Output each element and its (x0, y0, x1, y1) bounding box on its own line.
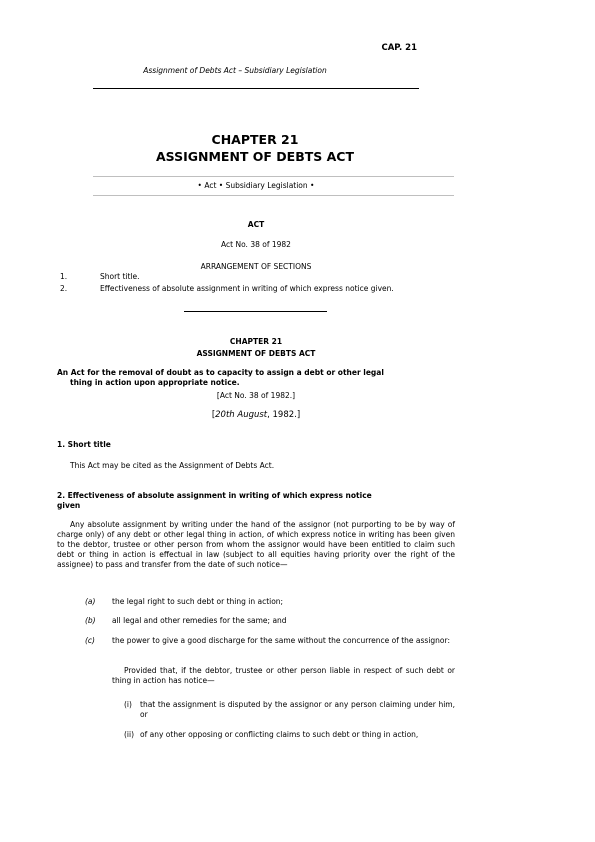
item-text: all legal and other remedies for the same; and (112, 616, 287, 625)
section-1-heading: 1. Short title (57, 440, 111, 449)
subitem-label: (i) (124, 700, 132, 709)
act-title: ASSIGNMENT OF DEBTS ACT (155, 149, 355, 164)
chapter-title: CHAPTER 21 (211, 132, 299, 147)
toc-number: 2. (60, 284, 68, 293)
act-number: Act No. 38 of 1982 (221, 240, 291, 249)
item-label: (c) (85, 636, 95, 645)
arrangement-heading: ARRANGEMENT OF SECTIONS (200, 262, 312, 271)
toc-link-short-title[interactable]: Short title. (100, 272, 140, 281)
item-text: the power to give a good discharge for the same without the concurrence of the assignor: (112, 636, 451, 645)
toc-link-effectiveness[interactable]: Effectiveness of absolute assignment in writing of which express notice given. (100, 284, 394, 293)
act-reference: [Act No. 38 of 1982.] (216, 391, 296, 400)
nav-rule-bottom (93, 195, 454, 196)
act-label: ACT (247, 220, 265, 229)
proviso-text: Provided that, if the debtor, trustee or other person liable in respect of such debt or thing in action has notice— (112, 666, 455, 685)
section-2-heading-line1: 2. Effectiveness of absolute assignment in writing of which express notice (57, 491, 372, 500)
subitem-label: (ii) (124, 730, 135, 739)
toc-number: 1. (60, 272, 68, 281)
item-label: (a) (85, 597, 96, 606)
nav-links[interactable]: • Act • Subsidiary Legislation • (197, 181, 315, 190)
item-label: (b) (85, 616, 96, 625)
section-2-heading-line2: given (57, 501, 81, 510)
item-text: the legal right to such debt or thing in action; (112, 597, 284, 606)
long-title-line2: thing in action upon appropriate notice. (70, 378, 240, 387)
header-rule (93, 88, 419, 89)
cap-label: CAP. 21 (381, 43, 417, 53)
body-act-name: ASSIGNMENT OF DEBTS ACT (196, 349, 316, 358)
running-title: Assignment of Debts Act – Subsidiary Legislation (143, 66, 327, 75)
subitem-text: of any other opposing or conflicting claims to such debt or thing in action, (140, 730, 419, 739)
section-separator (184, 311, 327, 312)
section-2-text: Any absolute assignment by writing under the hand of the assignor (not purporting to be by way of charge only) of any debt or other legal thing in action, of which express notice in writing has been given to the debtor, trustee or other person from whom the assignor would have been entitled to claim such debt or thing in action is effectual in law (subject to all equities having priority over the right of the assignee) to pass and transfer from the date of such notice— (57, 520, 455, 569)
body-chapter: CHAPTER 21 (229, 337, 283, 346)
nav-rule-top (93, 176, 454, 177)
assent-date: [20th August, 1982.] (211, 410, 301, 420)
subitem-text: that the assignment is disputed by the assignor or any person claiming under him, or (140, 700, 455, 719)
long-title-line1: An Act for the removal of doubt as to capacity to assign a debt or other legal (57, 368, 384, 377)
section-1-text: This Act may be cited as the Assignment of Debts Act. (70, 461, 275, 470)
